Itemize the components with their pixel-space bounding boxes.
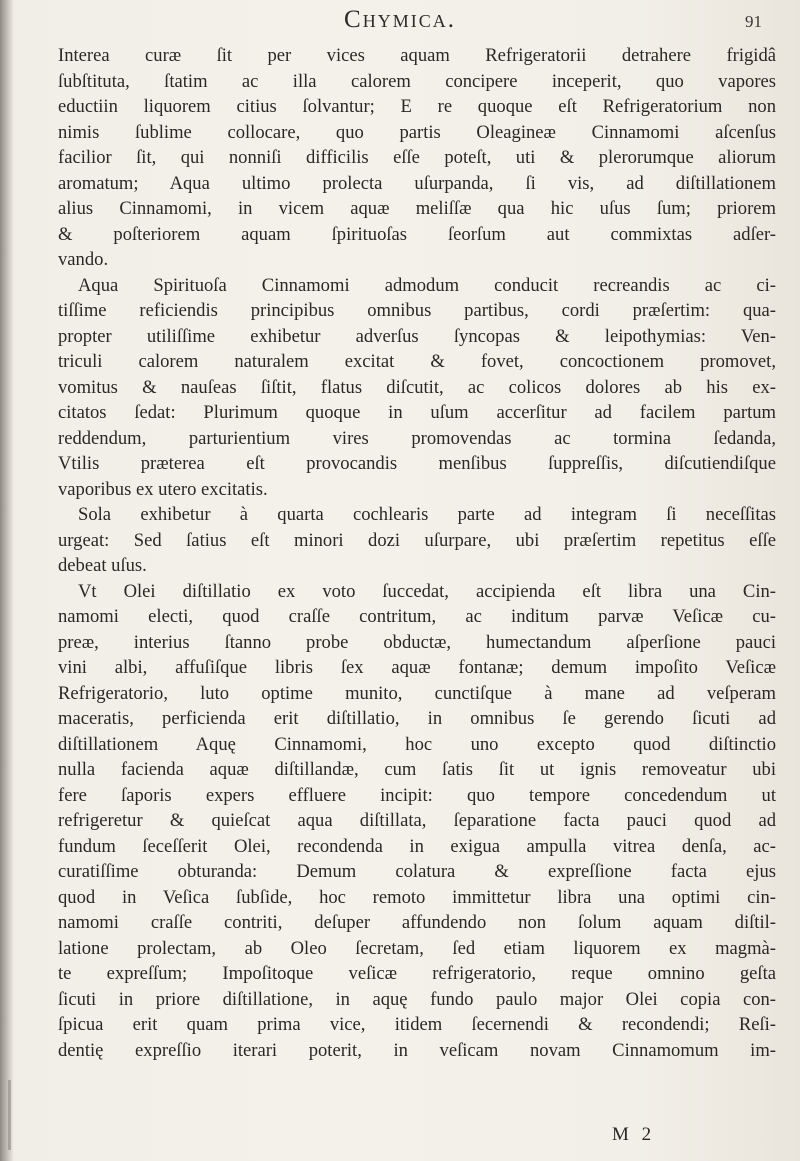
text-line: triculi calorem naturalem excitat & fovet, concoctionem promovet, xyxy=(58,351,776,372)
text-line: Sola exhibetur à quarta cochlearis parte ad integram ſi neceſſitas xyxy=(78,504,776,525)
text-line: fundum ſeceſſerit Olei, recondenda in exigua ampulla vitrea denſa, ac- xyxy=(58,835,776,857)
text-line: Refrigeratorio, luto optime munito, cunctiſque à mane ad veſperam xyxy=(58,682,776,704)
text-line: vomitus & nauſeas ſiſtit, flatus diſcutit, ac colicos dolores ab his ex- xyxy=(58,376,776,398)
text-line: aromatum; Aqua ultimo prolecta uſurpanda, ſi vis, ad diſtillationem xyxy=(58,172,776,194)
text-line: ſpicua erit quam prima vice, itidem ſecernendi & recondendi; Reſi- xyxy=(58,1014,776,1035)
text-line: urgeat: Sed ſatius eſt minori dozi uſurpare, ubi præſertim repetitus eſſe xyxy=(58,529,776,551)
text-line: eductiin liquorem citius ſolvantur; E re quoque eſt Refrigeratorium non xyxy=(58,96,776,117)
text-line: latione prolectam, ab Oleo ſecretam, ſed etiam liquorem ex magmà- xyxy=(58,937,776,959)
text-line: vini albi, affuſiſque libris ſex aquæ fontanæ; demum impoſito Veſicæ xyxy=(58,657,776,678)
text-line: alius Cinnamomi, in vicem aquæ meliſſæ qua hic uſus ſum; priorem xyxy=(58,198,776,219)
text-line: citatos ſedat: Plurimum quoque in uſum accerſitur ad facilem partum xyxy=(58,402,776,423)
body-text xyxy=(58,43,776,1063)
text-line: Vt Olei diſtillatio ex voto ſuccedat, accipienda eſt libra una Cin- xyxy=(78,580,776,602)
text-line: fere ſaporis expers effluere incipit: quo tempore concedendum ut xyxy=(58,784,776,806)
signature-mark: M 2 xyxy=(612,1124,656,1145)
text-line: ſicuti in priore diſtillatione, in aquę fundo paulo major Olei copia con- xyxy=(58,988,776,1010)
text-line: nimis ſublime collocare, quo partis Oleagineæ Cinnamomi aſcenſus xyxy=(58,121,776,143)
text-line: ſubſtituta, ſtatim ac illa calorem concipere inceperit, quo vapores xyxy=(58,70,776,92)
text-line: Aqua Spirituoſa Cinnamomi admodum conducit recreandis ac ci- xyxy=(78,274,776,296)
gutter-shadow xyxy=(0,0,14,1161)
text-line: tiſſime reficiendis principibus omnibus partibus, cordi præſertim: qua- xyxy=(58,300,776,321)
text-line: namomi electi, quod craſſe contritum, ac inditum parvæ Veſicæ cu- xyxy=(58,606,776,627)
text-line: maceratis, perficienda erit diſtillatio, in omnibus ſe gerendo ſicuti ad xyxy=(58,708,776,729)
text-line: vaporibus ex utero excitatis. xyxy=(58,478,268,500)
page-header xyxy=(0,4,800,38)
text-line: propter utiliſſime exhibetur adverſus ſyncopas & leipothymias: Ven- xyxy=(58,325,776,347)
text-line: preæ, interius ſtanno probe obductæ, humectandum aſperſione pauci xyxy=(58,631,776,653)
running-title: Chymica. xyxy=(344,6,456,33)
text-line: curatiſſime obturanda: Demum colatura & expreſſione facta ejus xyxy=(58,861,776,882)
margin-wear-mark xyxy=(8,1080,11,1150)
text-line: reddendum, parturientium vires promovendas ac tormina ſedanda, xyxy=(58,427,776,449)
text-line: nulla facienda aquæ diſtillandæ, cum ſatis ſit ut ignis removeatur ubi xyxy=(58,759,776,780)
text-line: Interea curæ ſit per vices aquam Refrigeratorii detrahere frigidâ xyxy=(58,45,776,66)
text-line: te expreſſum; Impoſitoque veſicæ refrigeratorio, reque omnino geſta xyxy=(58,963,776,984)
text-line: refrigeretur & quieſcat aqua diſtillata, ſeparatione facta pauci quod ad xyxy=(58,810,776,831)
text-line: & poſteriorem aquam ſpirituoſas ſeorſum aut commixtas adſer- xyxy=(58,223,776,245)
text-line: debeat uſus. xyxy=(58,555,147,576)
text-line: diſtillationem Aquę Cinnamomi, hoc uno excepto quod diſtinctio xyxy=(58,733,776,755)
text-line: namomi craſſe contriti, deſuper affundendo non ſolum aquam diſtil- xyxy=(58,912,776,933)
text-line: dentię expreſſio iterari poterit, in veſicam novam Cinnamomum im- xyxy=(58,1039,776,1061)
text-line: vando. xyxy=(58,249,109,270)
text-line: Vtilis præterea eſt provocandis menſibus ſuppreſſis, diſcutiendiſque xyxy=(58,453,776,474)
text-line: facilior ſit, qui nonniſi difficilis eſſe poteſt, uti & plerorumque aliorum xyxy=(58,147,776,168)
text-line: quod in Veſica ſubſide, hoc remoto immittetur libra una optimi cin- xyxy=(58,886,776,908)
page-number: 91 xyxy=(745,12,762,31)
